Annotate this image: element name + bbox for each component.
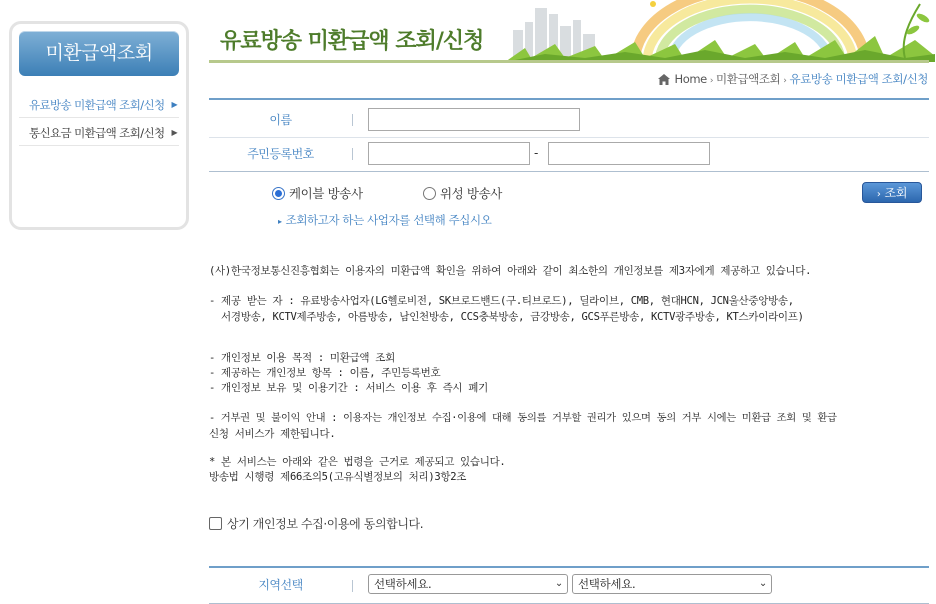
page-title: 유료방송 미환급액 조회/신청 xyxy=(220,29,484,54)
notice-items: - 제공하는 개인정보 항목 : 이름, 주민등록번호 xyxy=(209,367,441,379)
city-rainbow-illustration xyxy=(505,0,935,62)
chevron-right-icon: ▶ xyxy=(171,100,177,109)
notice-law-2: 방송법 시행령 제66조의5(고유식별정보의 처리)3항2조 xyxy=(209,471,467,483)
chevron-right-icon: › xyxy=(876,189,881,200)
bullet-arrow-icon: ▸ xyxy=(278,217,282,226)
rrn-label: 주민등록번호 xyxy=(247,147,314,161)
notice-recipients-2: 서경방송, KCTV제주방송, 아름방송, 남인천방송, CCS충북방송, 금강방송, GCS푸른방송, KCTV광주방송, KT스카이라이프) xyxy=(209,311,804,323)
region-form xyxy=(209,566,929,604)
chevron-right-icon: ▶ xyxy=(171,128,177,137)
provider-hint-text: 조회하고자 하는 사업자를 선택해 주십시오 xyxy=(285,213,492,227)
identity-form xyxy=(209,98,929,172)
sidebar-item-label: 통신요금 미환급액 조회/신청 xyxy=(29,126,165,140)
label-divider xyxy=(352,148,353,160)
chevron-down-icon: ⌄ xyxy=(554,578,563,589)
label-divider xyxy=(352,114,353,126)
notice-intro: (사)한국정보통신진흥협회는 이용자의 미환급액 확인을 위하여 아래와 같이 최소한의 개인정보를 제3자에게 제공하고 있습니다. xyxy=(209,265,812,277)
region-select-2[interactable] xyxy=(572,574,772,594)
radio-button[interactable] xyxy=(423,187,436,200)
rrn-second-input[interactable] xyxy=(548,142,710,165)
name-input[interactable] xyxy=(368,108,580,131)
rrn-row xyxy=(209,136,929,172)
sidebar-item-paytv-refund[interactable] xyxy=(19,92,179,118)
sidebar-item-label: 유료방송 미환급액 조회/신청 xyxy=(29,98,165,112)
radio-satellite[interactable] xyxy=(423,184,502,202)
label-divider xyxy=(352,580,353,592)
notice-purpose: - 개인정보 이용 목적 : 미환급액 조회 xyxy=(209,352,395,364)
agree-label: 상기 개인정보 수집·이용에 동의합니다. xyxy=(227,517,424,531)
radio-button-checked[interactable] xyxy=(272,187,285,200)
breadcrumb-home[interactable]: Home xyxy=(674,72,707,86)
sidebar-item-telecom-refund[interactable] xyxy=(19,120,179,146)
search-button-label: 조회 xyxy=(884,186,908,200)
provider-hint xyxy=(278,212,491,228)
chevron-down-icon: ⌄ xyxy=(758,578,767,589)
search-button[interactable] xyxy=(862,182,922,203)
name-row xyxy=(209,102,929,138)
region-select-1-value: 선택하세요. xyxy=(374,577,432,591)
breadcrumb-level1[interactable]: 미환급액조회 xyxy=(716,72,781,86)
rrn-first-input[interactable] xyxy=(368,142,530,165)
name-label: 이름 xyxy=(269,113,292,127)
region-select-2-value: 선택하세요. xyxy=(578,577,636,591)
region-select-1[interactable] xyxy=(368,574,568,594)
header-divider xyxy=(209,60,929,63)
notice-refusal-1: - 거부권 및 불이익 안내 : 이용자는 개인정보 수집·이용에 대해 동의를 거부할 권리가 있으며 동의 거부 시에는 미환급 조회 및 환급 xyxy=(209,412,837,424)
sidebar-title: 미환급액조회 xyxy=(19,31,179,76)
breadcrumb-current: 유료방송 미환급액 조회/신청 xyxy=(789,72,928,86)
agree-checkbox-row[interactable] xyxy=(209,515,423,532)
notice-recipients-1: - 제공 받는 자 : 유료방송사업자(LG헬로비전, SK브로드밴드(구.티브로드), 딜라이브, CMB, 현대HCN, JCN울산중앙방송, xyxy=(209,295,794,307)
rrn-dash: - xyxy=(534,146,539,160)
breadcrumb xyxy=(658,71,928,88)
region-label: 지역선택 xyxy=(258,578,303,592)
notice-law-1: * 본 서비스는 아래와 같은 법령을 근거로 제공되고 있습니다. xyxy=(209,456,506,468)
radio-cable[interactable] xyxy=(272,184,363,202)
header-decoration xyxy=(505,0,935,62)
agree-checkbox[interactable] xyxy=(209,517,222,530)
chevron-right-icon: › xyxy=(783,76,787,86)
radio-cable-label: 케이블 방송사 xyxy=(289,186,363,201)
sidebar xyxy=(9,21,189,230)
notice-retention: - 개인정보 보유 및 이용기간 : 서비스 이용 후 즉시 폐기 xyxy=(209,382,488,394)
radio-satellite-label: 위성 방송사 xyxy=(440,186,502,201)
home-icon xyxy=(658,74,670,88)
chevron-right-icon: › xyxy=(709,76,714,86)
notice-refusal-2: 신청 서비스가 제한됩니다. xyxy=(209,428,336,440)
